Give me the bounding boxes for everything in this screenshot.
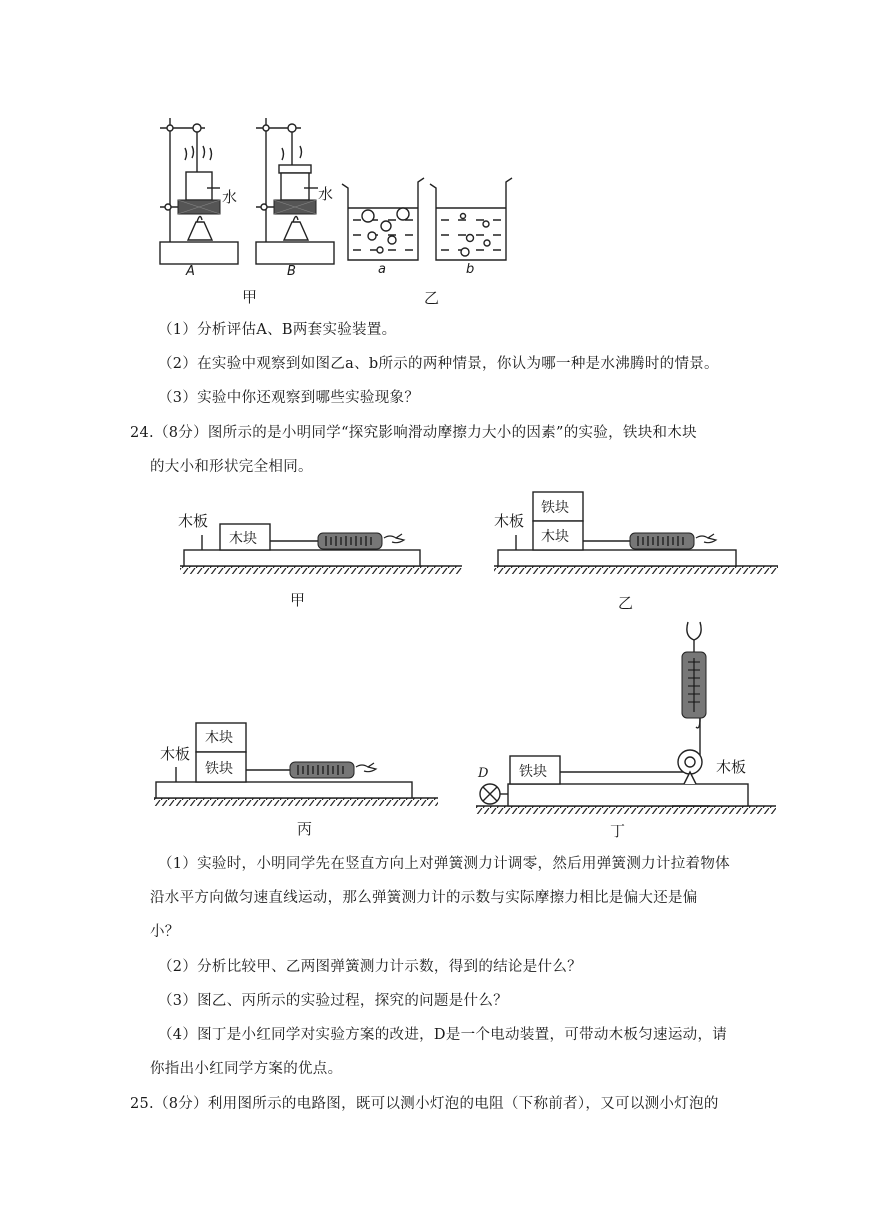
motor-d-label: D (478, 766, 489, 781)
setup-jia (180, 524, 462, 574)
q23-sub2: （2）在实验中观察到如图乙a、b所示的两种情景，你认为哪一种是水沸腾时的情景。 (158, 356, 719, 372)
setup-ding (476, 622, 776, 814)
q24-sub1-line1: （1）实验时，小明同学先在竖直方向上对弹簧测力计调零，然后用弹簧测力计拉着物体 (158, 856, 730, 872)
iron-label-yi: 铁块 (541, 500, 569, 516)
q24-sub1-line3: 小？ (150, 924, 180, 940)
wood-label-yi: 木块 (541, 529, 569, 545)
board-label-ding: 木板 (716, 758, 747, 776)
q23-sub1: （1）分析评估A、B两套实验装置。 (158, 322, 397, 338)
caption-jia: 甲 (242, 288, 258, 306)
label-beaker-b: b (466, 262, 475, 277)
q24-stem-line1: 24.（8分）图所示的是小明同学“探究影响滑动摩擦力大小的因素”的实验，铁块和木块 (130, 425, 697, 441)
label-beaker-a: a (378, 262, 386, 277)
q24-sub3: （3）图乙、丙所示的实验过程，探究的问题是什么？ (158, 993, 508, 1009)
label-a: A (186, 264, 195, 279)
caption-yi-2: 乙 (618, 594, 634, 612)
q24-sub1-line2: 沿水平方向做匀速直线运动，那么弹簧测力计的示数与实际摩擦力相比是偏大还是偏 (150, 890, 698, 906)
water-label-a: 水 (222, 188, 238, 206)
wood-label-bing: 木块 (205, 730, 233, 746)
setup-yi (494, 492, 778, 574)
q23-sub3: （3）实验中你还观察到哪些实验现象？ (158, 390, 420, 406)
caption-ding: 丁 (610, 822, 626, 840)
iron-label-bing: 铁块 (205, 761, 233, 777)
q24-sub4-line2: 你指出小红同学方案的优点。 (150, 1061, 343, 1077)
caption-jia-2: 甲 (290, 591, 306, 609)
board-label-yi: 木板 (494, 512, 525, 530)
wood-label-jia: 木块 (229, 531, 257, 547)
setup-bing (154, 723, 438, 806)
caption-bing: 丙 (297, 820, 313, 838)
caption-yi: 乙 (424, 289, 440, 307)
label-b: B (287, 264, 296, 279)
iron-label-ding: 铁块 (519, 764, 547, 780)
q25-stem-line1: 25.（8分）利用图所示的电路图，既可以测小灯泡的电阻（下称前者），又可以测小灯泡的 (130, 1096, 719, 1112)
q24-stem-line2: 的大小和形状完全相同。 (150, 459, 313, 475)
board-label-jia: 木板 (178, 512, 209, 530)
water-label-b: 水 (318, 185, 334, 203)
q24-sub2: （2）分析比较甲、乙两图弹簧测力计示数，得到的结论是什么？ (158, 959, 582, 975)
q24-sub4-line1: （4）图丁是小红同学对实验方案的改进，D是一个电动装置，可带动木板匀速运动，请 (158, 1027, 728, 1043)
board-label-bing: 木板 (160, 745, 191, 763)
